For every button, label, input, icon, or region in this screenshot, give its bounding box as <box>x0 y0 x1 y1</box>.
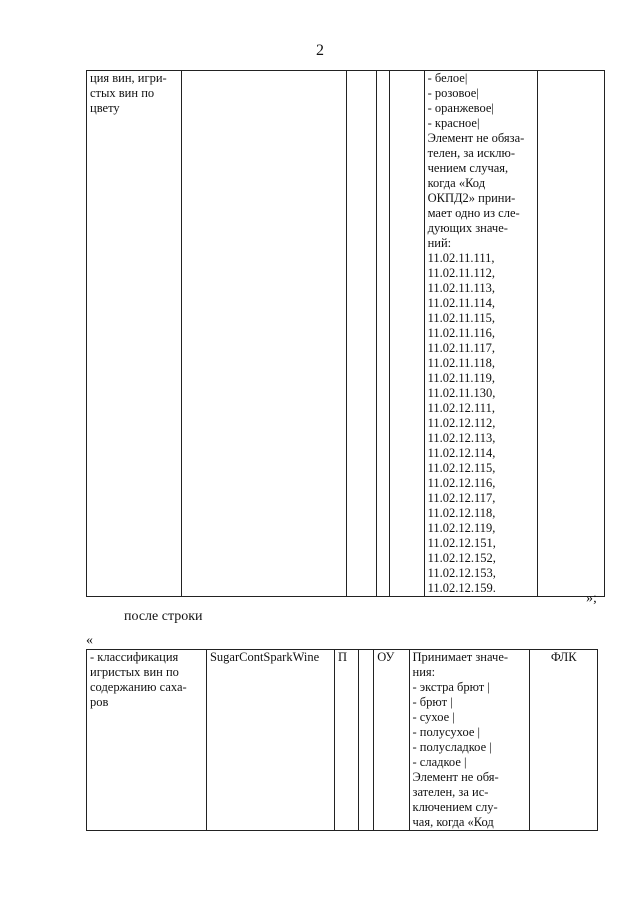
text-line: зателен, за ис- <box>412 785 489 799</box>
narrow-cell <box>359 650 374 831</box>
text-line: игристых вин по <box>90 665 179 679</box>
text-line: дующих значе- <box>427 221 508 235</box>
okpd-code: 11.02.11.118, <box>427 356 495 370</box>
text-line: цвету <box>90 101 120 115</box>
type-cell <box>347 71 376 597</box>
okpd-code: 11.02.12.153, <box>427 566 496 580</box>
text-line: ОКПД2» прини- <box>427 191 516 205</box>
text-line: Элемент не обяза- <box>427 131 525 145</box>
text-line: - сухое | <box>412 710 455 724</box>
okpd-code: 11.02.11.117, <box>427 341 495 355</box>
type-cell: П <box>334 650 358 831</box>
okpd-code: 11.02.12.152, <box>427 551 496 565</box>
text-line: - экстра брют | <box>412 680 490 694</box>
obligation-cell: ОУ <box>374 650 409 831</box>
text-line: ров <box>90 695 109 709</box>
field-description-cell <box>87 650 207 831</box>
text-line: - оранжевое| <box>427 101 494 115</box>
text-line: чая, когда «Код <box>412 815 494 829</box>
okpd-code: 11.02.12.159. <box>427 581 496 595</box>
okpd-code: 11.02.11.130, <box>427 386 496 400</box>
text-line: Принимает значе- <box>412 650 509 664</box>
page-number: 2 <box>316 42 324 59</box>
okpd-code: 11.02.12.151, <box>427 536 496 550</box>
requirements-table-new-row <box>86 649 598 831</box>
narrow-cell <box>376 71 389 597</box>
okpd-code: 11.02.11.113, <box>427 281 495 295</box>
text-line: - белое| <box>427 71 468 85</box>
text-line: когда «Код <box>427 176 486 190</box>
field-name-cell <box>182 71 347 597</box>
text-line: - сладкое | <box>412 755 467 769</box>
text-line: Элемент не обя- <box>412 770 499 784</box>
okpd-code: 11.02.11.115, <box>427 311 495 325</box>
text-line: - полусухое | <box>412 725 481 739</box>
text-line: - классификация <box>90 650 179 664</box>
okpd-code: 11.02.11.112, <box>427 266 495 280</box>
okpd-code: 11.02.12.117, <box>427 491 496 505</box>
text-line: - розовое| <box>427 86 479 100</box>
okpd-code: 11.02.11.119, <box>427 371 495 385</box>
okpd-code: 11.02.11.111, <box>427 251 495 265</box>
text-line: телен, за исклю- <box>427 146 516 160</box>
okpd-code: 11.02.12.112, <box>427 416 496 430</box>
text-line: ния: <box>412 665 436 679</box>
okpd-code: 11.02.11.114, <box>427 296 495 310</box>
control-cell <box>537 71 604 597</box>
opening-quote: « <box>86 633 93 648</box>
okpd-code: 11.02.12.118, <box>427 506 496 520</box>
okpd-code: 11.02.12.119, <box>427 521 496 535</box>
condition-cell <box>424 71 537 597</box>
okpd-code: 11.02.12.116, <box>427 476 496 490</box>
field-name-cell: SugarContSparkWine <box>206 650 334 831</box>
closing-quote: »; <box>586 591 597 606</box>
okpd-code: 11.02.12.115, <box>427 461 496 475</box>
text-line: - красное| <box>427 116 480 130</box>
field-description-cell <box>87 71 182 597</box>
text-line: мает одно из сле- <box>427 206 520 220</box>
text-line: ний: <box>427 236 452 250</box>
after-row-text: после строки <box>124 609 203 624</box>
requirements-table-continued <box>86 70 605 597</box>
text-line: стых вин по <box>90 86 155 100</box>
control-cell: ФЛК <box>530 650 598 831</box>
text-line: - брют | <box>412 695 453 709</box>
text-line: - полусладкое | <box>412 740 492 754</box>
okpd-code: 11.02.12.111, <box>427 401 495 415</box>
okpd-code: 11.02.12.113, <box>427 431 496 445</box>
obligation-cell <box>389 71 424 597</box>
text-line: ция вин, игри- <box>90 71 167 85</box>
okpd-code: 11.02.11.116, <box>427 326 495 340</box>
text-line: ключением слу- <box>412 800 498 814</box>
text-line: чением случая, <box>427 161 509 175</box>
text-line: содержанию саха- <box>90 680 187 694</box>
condition-cell <box>409 650 530 831</box>
okpd-code: 11.02.12.114, <box>427 446 496 460</box>
